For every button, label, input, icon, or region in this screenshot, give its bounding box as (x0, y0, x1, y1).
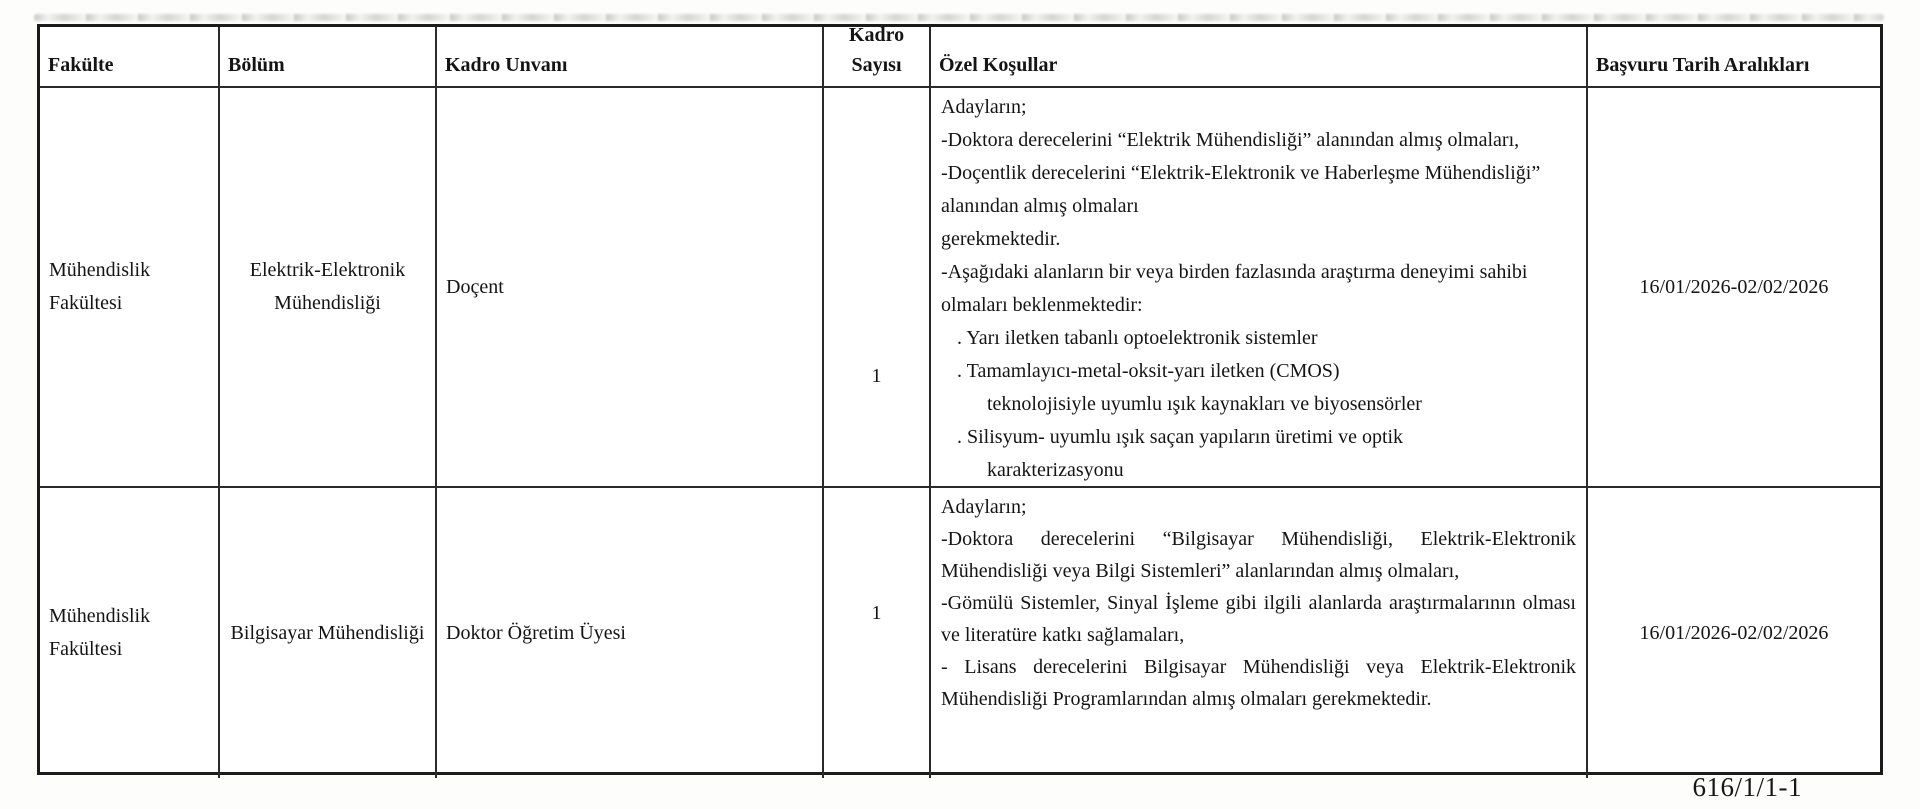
ozel-kosullar-line: - Lisans derecelerini Bilgisayar Mühendisliği veya Elektrik-Elektronik Mühendisliği Programlarından almış olmaları gerekmektedir. (941, 656, 1576, 710)
row-1-ozel-kosullar-cell (931, 88, 1588, 488)
ozel-kosullar-line: -Aşağıdaki alanların bir veya birden fazlasında araştırma deneyimi sahibi olmaları beklenmektedir: (941, 261, 1528, 316)
ozel-kosullar-line: teknolojisiyle uyumlu ışık kaynakları ve biyosensörler (987, 393, 1422, 415)
header-label-basvuru-tarih: Başvuru Tarih Aralıkları (1596, 54, 1810, 76)
row-2-kadro-sayisi-cell (824, 488, 931, 778)
basvuru-tarih-value: 16/01/2026-02/02/2026 (1639, 621, 1829, 644)
row-2-kadro-unvani-cell (437, 488, 824, 778)
ozel-kosullar-line: Adayların; (941, 496, 1027, 518)
row-2-fakulte-cell (40, 488, 220, 778)
header-label-kadro-unvani: Kadro Unvanı (445, 54, 568, 76)
row-1-kadro-sayisi-cell (824, 88, 931, 488)
row-2-ozel-kosullar-cell (931, 488, 1588, 778)
ozel-kosullar-line: -Doktora derecelerini “Elektrik Mühendisliği” alanından almış olmaları, (941, 129, 1520, 151)
basvuru-tarih-value: 16/01/2026-02/02/2026 (1639, 275, 1829, 298)
header-cell-kadro-unvani (437, 27, 824, 88)
bolum-value: Elektrik-Elektronik Mühendisliği (249, 259, 406, 314)
kadro-unvani-value: Doçent (446, 275, 504, 298)
ozel-kosullar-line: -Doçentlik derecelerini “Elektrik-Elektronik ve Haberleşme Mühendisliği” alanından almış olmaları (941, 162, 1541, 217)
bolum-value: Bilgisayar Mühendisliği (230, 621, 425, 644)
announcement-reference-number: 616/1/1-1 (1692, 772, 1802, 802)
ozel-kosullar-line: . Yarı iletken tabanlı optoelektronik sistemler (957, 327, 1318, 349)
position-announcement-table (37, 24, 1883, 775)
kadro-sayisi-value: 1 (871, 601, 882, 624)
ozel-kosullar-line: Adayların; (941, 96, 1027, 118)
fakulte-value: Mühendislik Fakültesi (49, 605, 151, 660)
header-label-fakulte: Fakülte (48, 54, 114, 76)
row-1-fakulte-cell (40, 88, 220, 488)
header-cell-basvuru-tarih (1588, 27, 1880, 88)
row-2-basvuru-tarih-cell (1588, 488, 1880, 778)
ozel-kosullar-line: -Gömülü Sistemler, Sinyal İşleme gibi ilgili alanlarda araştırmalarının olması ve literatüre katkı sağlamaları, (941, 592, 1576, 646)
header-cell-ozel-kosullar (931, 27, 1588, 88)
scan-artifact (34, 14, 1884, 21)
header-cell-bolum (220, 27, 437, 88)
row-1-bolum-cell (220, 88, 437, 488)
header-cell-kadro-sayisi (824, 27, 931, 88)
row-1-basvuru-tarih-cell (1588, 88, 1880, 488)
row-2-bolum-cell (220, 488, 437, 778)
header-cell-fakulte (40, 27, 220, 88)
row-1-kadro-unvani-cell (437, 88, 824, 488)
kadro-unvani-value: Doktor Öğretim Üyesi (446, 621, 626, 644)
ozel-kosullar-line: karakterizasyonu (987, 459, 1124, 481)
header-label-bolum: Bölüm (228, 54, 285, 76)
ozel-kosullar-line: . Tamamlayıcı-metal-oksit-yarı iletken (CMOS) (957, 360, 1340, 382)
header-label-kadro-sayisi: Kadro Sayısı (848, 27, 905, 76)
fakulte-value: Mühendislik Fakültesi (49, 259, 151, 314)
ozel-kosullar-line: gerekmektedir. (941, 228, 1061, 250)
kadro-sayisi-value: 1 (871, 365, 882, 387)
ozel-kosullar-line: -Doktora derecelerini “Bilgisayar Mühendisliği, Elektrik-Elektronik Mühendisliği veya Bilgi Sistemleri” alanlarından almış olmaları, (941, 528, 1576, 582)
ozel-kosullar-line: . Silisyum- uyumlu ışık saçan yapıların üretimi ve optik (957, 426, 1404, 448)
header-label-ozel-kosullar: Özel Koşullar (939, 54, 1058, 76)
